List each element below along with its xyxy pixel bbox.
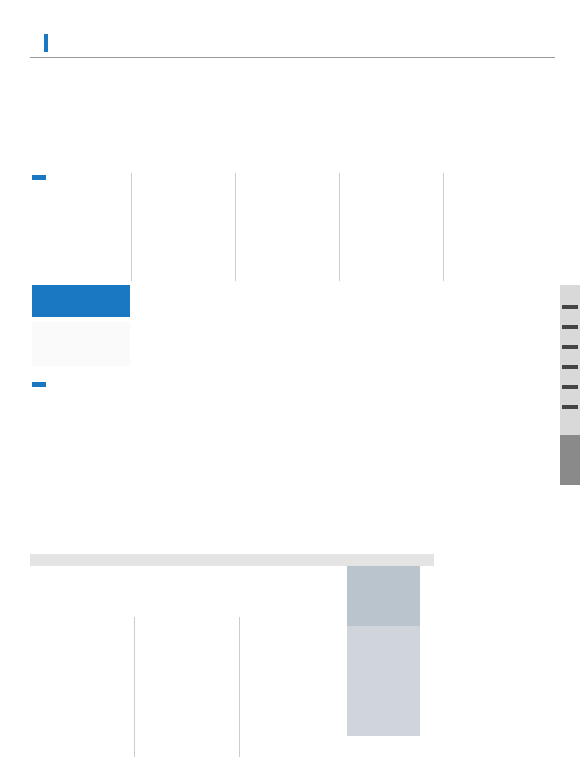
measures-legend bbox=[450, 494, 550, 536]
column-divider bbox=[443, 173, 444, 281]
column-divider bbox=[339, 173, 340, 281]
paragraph-marker bbox=[32, 382, 46, 387]
lead-column-3 bbox=[239, 173, 335, 283]
column-divider bbox=[235, 173, 236, 281]
sidebox bbox=[32, 285, 130, 317]
portrait-photo bbox=[347, 566, 420, 736]
lead-column-1 bbox=[32, 173, 127, 283]
left-column bbox=[32, 380, 130, 560]
sidebox-spacer bbox=[32, 322, 130, 366]
header-rule bbox=[30, 57, 555, 58]
bottom-column-1 bbox=[32, 617, 130, 757]
lead-column-4 bbox=[343, 173, 439, 283]
column-divider bbox=[131, 173, 132, 281]
subhead-band bbox=[30, 554, 434, 566]
bottom-column-2 bbox=[139, 617, 235, 757]
lead-column-2 bbox=[135, 173, 231, 283]
section-accent-bar bbox=[44, 34, 48, 52]
bottom-column-3 bbox=[243, 617, 341, 757]
column-divider bbox=[134, 617, 135, 757]
column-divider bbox=[239, 617, 240, 757]
lead-column-5 bbox=[447, 173, 550, 283]
side-photo bbox=[560, 285, 580, 485]
paragraph-marker bbox=[32, 175, 46, 180]
